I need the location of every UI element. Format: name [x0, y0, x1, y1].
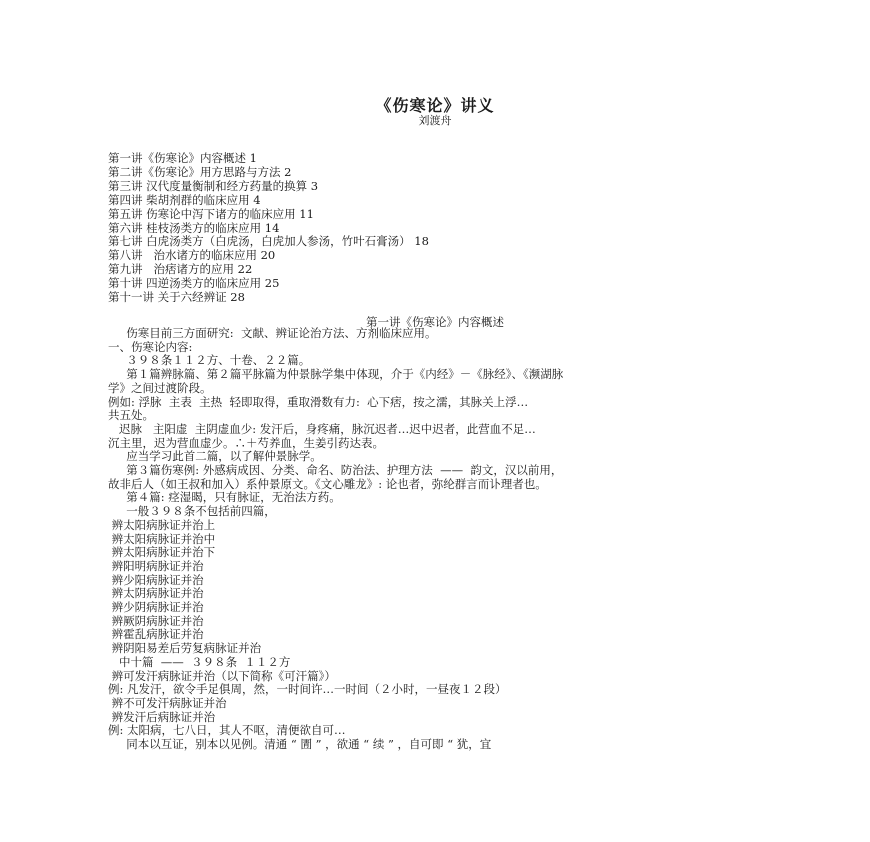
body-line: 一、伤寒论内容:: [108, 340, 193, 354]
body-line: 辨太阳病脉证并治下: [108, 546, 216, 560]
body-line: 中十篇 —— ３９８条 １１２方: [108, 655, 291, 669]
toc-item: 第一讲《伤寒论》内容概述 1: [108, 151, 257, 165]
table-of-contents: [108, 152, 429, 305]
body-line: 一般３９８条不包括前四篇，: [108, 505, 276, 519]
toc-item: 第三讲 汉代度量衡制和经方药量的换算 3: [108, 178, 319, 193]
body-line: 同本以互证，别本以见例。清通 “ 圊 ” ，欲通 “ 续 ” ，自可即 “ 犹，宜: [108, 738, 492, 752]
section-heading: 第一讲《伤寒论》内容概述: [366, 315, 504, 329]
toc-item: 第七讲 白虎汤类方（白虎汤，白虎加人参汤，竹叶石膏汤） 18: [108, 234, 429, 249]
toc-item: 第四讲 柴胡剂群的临床应用 4: [108, 192, 261, 207]
toc-item: 第九讲 治痞诸方的应用 22: [108, 262, 253, 277]
body-line: 辨少阳病脉证并治: [108, 573, 204, 587]
body-line: 辨不可发汗病脉证并治: [108, 696, 227, 710]
body-line: 辨太阳病脉证并治上: [108, 518, 216, 532]
document-author: 刘渡舟: [418, 114, 452, 127]
document-title: 《伤寒论》讲义: [375, 96, 495, 115]
toc-item: 第五讲 伤寒论中泻下诸方的临床应用 11: [108, 206, 314, 221]
toc-item: 第十一讲 关于六经辨证 28: [108, 290, 245, 305]
body-line: 迟脉 主阳虚 主阴虚血少: 发汗后，身疼痛，脉沉迟者…迟中迟者，此营血不足…: [108, 422, 536, 436]
body-line: 辨太阳病脉证并治中: [108, 532, 216, 546]
body-line: 例: 太阳病，七八日，其人不呕，清便欲自可…: [108, 724, 346, 738]
body-line: 例: 凡发汗，欲令手足俱周，然，一时间许…一时间（２小时，一昼夜１２段）: [108, 683, 507, 697]
body-line: 第４篇: 痉湿暍，只有脉证，无治法方药。: [108, 491, 341, 505]
body-line: ３９８条１１２方、十卷、２２篇。: [108, 354, 311, 368]
body-line: 辨发汗后病脉证并治: [108, 710, 216, 724]
body-line: 沉主里，迟为营血虚少。∴＋芍养血，生姜引药达表。: [108, 436, 384, 450]
body-line: 辨太阴病脉证并治: [108, 587, 204, 601]
body-line: 应当学习此首二篇，以了解仲景脉学。: [108, 450, 322, 464]
toc-item: 第二讲《伤寒论》用方思路与方法 2: [108, 164, 292, 179]
body-line: 辨厥阴病脉证并治: [108, 614, 204, 628]
body-line: 伤寒目前三方面研究: 文献、辨证论治方法、方剂临床应用。: [108, 327, 437, 340]
body-line: 学》之间过渡阶段。: [108, 381, 212, 395]
body-line: 辨可发汗病脉证并治（以下简称《可汗篇》）: [108, 669, 336, 683]
section-body: [108, 327, 788, 752]
body-line: 辨霍乱病脉证并治: [108, 628, 204, 642]
toc-item: 第八讲 治水诸方的临床应用 20: [108, 248, 276, 263]
body-line: 辨少阴病脉证并治: [108, 601, 204, 615]
toc-item: 第十讲 四逆汤类方的临床应用 25: [108, 276, 280, 291]
toc-item: 第六讲 桂枝汤类方的临床应用 14: [108, 220, 280, 235]
body-line: 例如: 浮脉 主表 主热 轻即取得，重取滑数有力: 心下痞，按之濡，其脉关上浮…: [108, 395, 529, 409]
body-line: 故非后人（如王叔和加入）系仲景原文。《文心雕龙》: 论也者，弥纶群言而讣理者也。: [108, 477, 547, 491]
body-line: 辨阴阳易差后劳复病脉证并治: [108, 642, 262, 656]
body-line: 第１篇辨脉篇、第２篇平脉篇为仲景脉学集中体现，介于《内经》－《脉经》、《濒湖脉: [108, 368, 564, 382]
body-line: 共五处。: [108, 409, 154, 423]
body-line: 辨阳明病脉证并治: [108, 559, 204, 573]
body-line: 第３篇伤寒例: 外感病成因、分类、命名、防治法、护理方法 —— 韵文，汉以前用，: [108, 464, 563, 478]
